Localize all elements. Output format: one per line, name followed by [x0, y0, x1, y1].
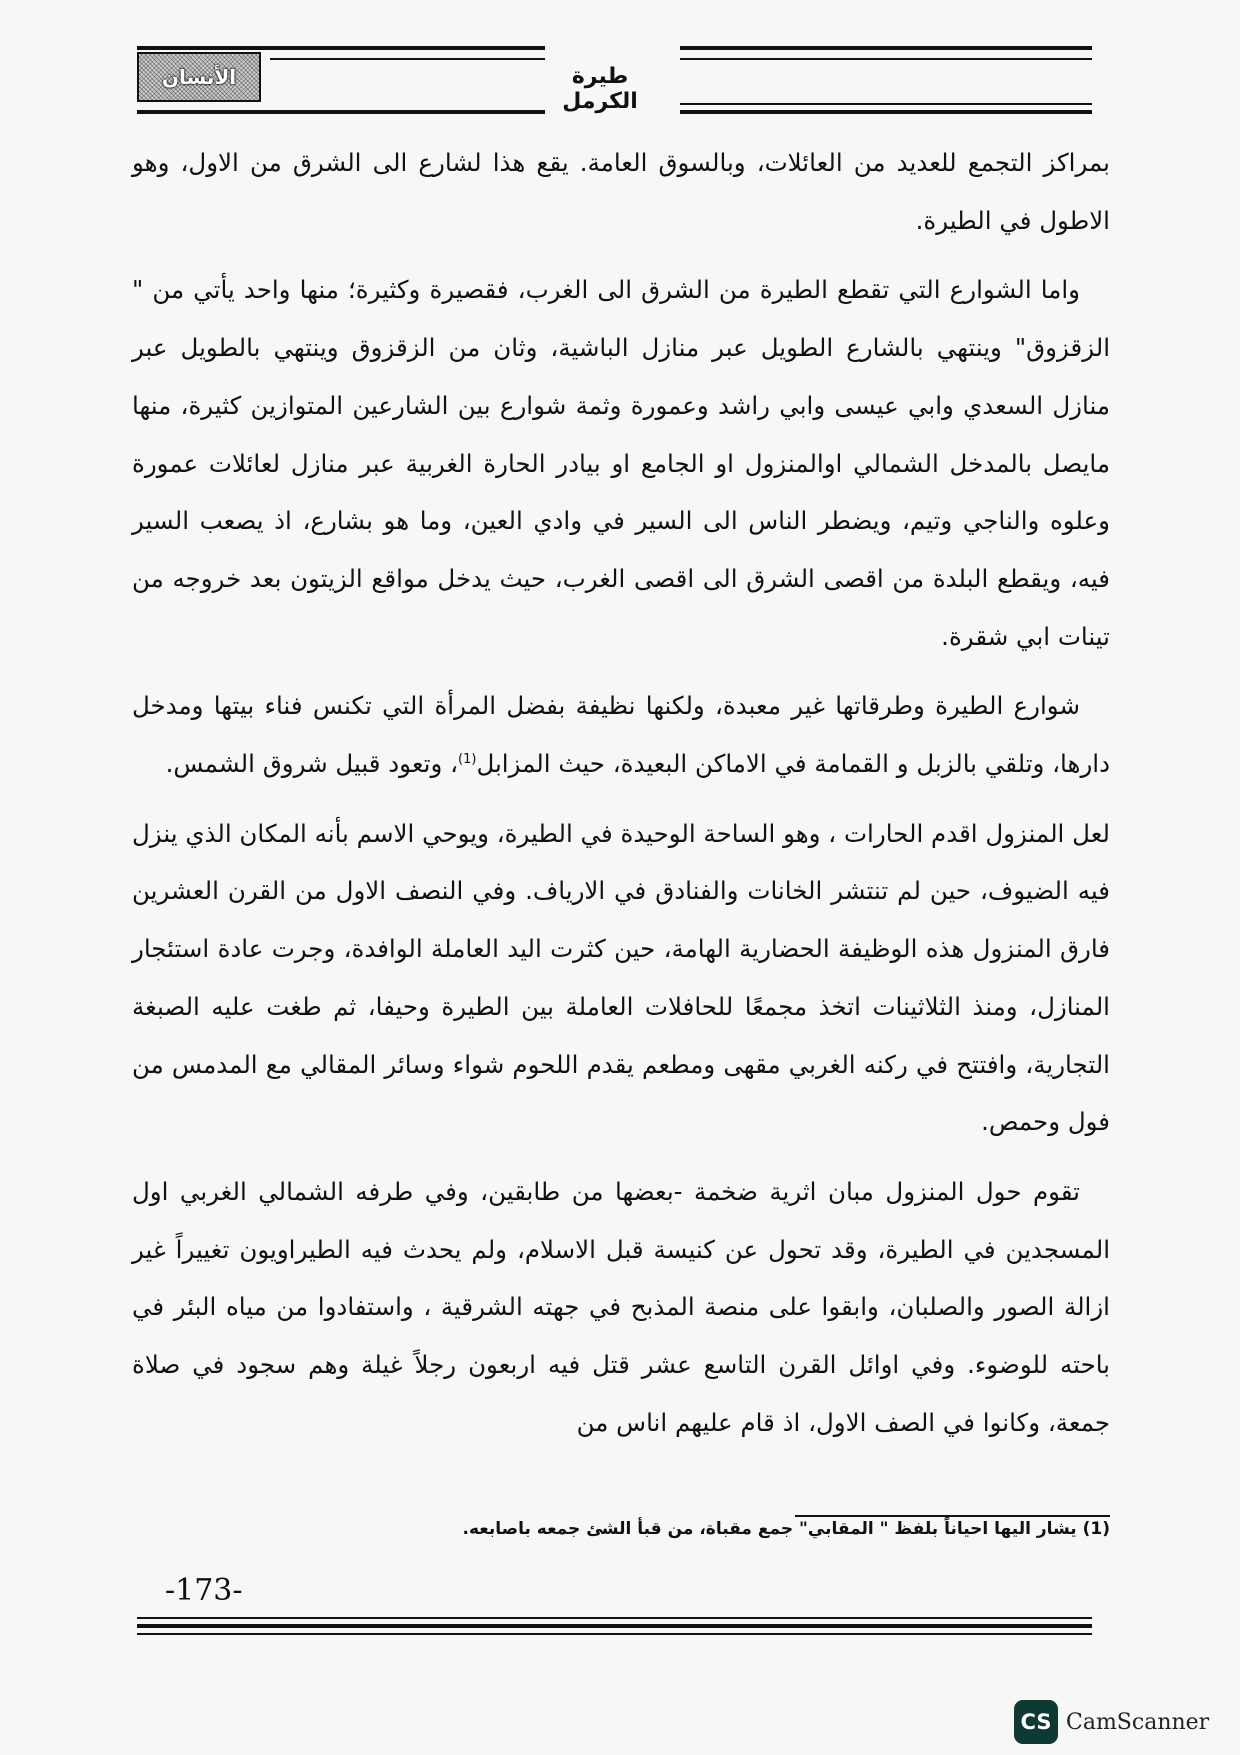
- header-badge-label: الأنسان: [161, 65, 237, 89]
- paragraph: لعل المنزول اقدم الحارات ، وهو الساحة الوحيدة في الطيرة، ويوحي الاسم بأنه المكان الذي ينزل فيه الضيوف، حين لم تنتشر الخانات والفنادق في الارياف. وفي النصف الاول من القرن العشرين فارق المنزول هذه الوظيفة الحضارية الهامة، حين كثرت اليد العاملة الوافدة، وجرت عادة استئجار المنازل، ومنذ الثلاثينات اتخذ مجمعًا للحافلات العاملة بين الطيرة وحيفا، ثم طغت عليه الصبغة التجارية، وافتتح في ركنه الغربي مقهى ومطعم يقدم اللحوم شواء وسائر المقالي مع المدمس من فول وحمص.: [132, 818, 1110, 1137]
- camscanner-logo-icon: CS: [1014, 1700, 1058, 1744]
- header-rule-left-1: [270, 58, 545, 60]
- footer-rule-1: [137, 1617, 1092, 1619]
- footnote-reference-mark: (1): [458, 751, 477, 767]
- paragraph-text-after-mark: ، وتعود قبيل شروق الشمس.: [165, 749, 458, 779]
- paragraph-text-before-mark: شوارع الطيرة وطرقاتها غير معبدة، ولكنها نظيفة بفضل المرأة التي تكنس فناء بيتها ومدخل دارها، وتلقي بالزبل و القمامة في الاماكن البعيدة، حيث المزابل: [132, 691, 1110, 779]
- paragraph: تقوم حول المنزول مبان اثرية ضخمة -بعضها من طابقين، وفي طرفه الشمالي الغربي اول المسجدين في الطيرة، وقد تحول عن كنيسة قبل الاسلام، ولم يحدث فيه الطيراويون تغييراً غير ازالة الصور والصلبان، وابقوا على منصة المذبح في جهته الشرقية ، واستفادوا من مياه البئر في باحته للوضوء. وفي اوائل القرن التاسع عشر قتل فيه اربعون رجلاً غيلة وهم سجود في صلاة جمعة، وكانوا في الصف الاول، اذ قام عليهم اناس من: [132, 1176, 1110, 1437]
- camscanner-label: CamScanner: [1066, 1709, 1210, 1735]
- footnote-separator: [795, 1515, 1110, 1517]
- camscanner-watermark: [1014, 1700, 1209, 1744]
- page-number: -173-: [165, 1573, 243, 1608]
- header-section-badge: [137, 52, 261, 102]
- footer-rule-2: [137, 1624, 1092, 1628]
- footnote: (1) يشار اليها احياناً بلفظ " المقابي" جمع مقباة، من قبأ الشئ جمعه باصابعه.: [462, 1519, 1110, 1539]
- running-header-title: طيرة الكرمل: [562, 64, 638, 114]
- paragraph-with-footnote: [132, 677, 1110, 792]
- body-text: [132, 134, 1110, 1451]
- header-rule-top-right: [680, 46, 1092, 50]
- header-rule-right-1: [680, 58, 1092, 60]
- header-rule-right-3: [680, 110, 1092, 114]
- header-rule-left-2: [137, 110, 545, 114]
- paragraph: بمراكز التجمع للعديد من العائلات، وبالسوق العامة. يقع هذا لشارع الى الشرق من الاول، وهو الاطول في الطيرة.: [132, 148, 1110, 235]
- footer-rule-3: [137, 1633, 1092, 1635]
- header-rule-right-2: [680, 103, 1092, 105]
- header-rule-top-left: [137, 46, 545, 50]
- paragraph: واما الشوارع التي تقطع الطيرة من الشرق الى الغرب، فقصيرة وكثيرة؛ منها واحد يأتي من " الزقزوق" وينتهي بالشارع الطويل عبر منازل الباشية، وثان من الزقزوق وينتهي بالطويل عبر منازل السعدي وابي عيسى وابي راشد وعمورة وثمة شوارع بين الشارعين المتوازين كثيرة، منها مايصل بالمدخل الشمالي اوالمنزول او الجامع او بيادر الحارة الغربية عبر منازل لعائلات عمورة وعلوه والناجي وتيم، ويضطر الناس الى السير في وادي العين، وما هو بشارع، اذ يصعب السير فيه، ويقطع البلدة من اقصى الشرق الى اقصى الغرب، حيث يدخل مواقع الزيتون بعد خروجه من تينات ابي شقرة.: [132, 275, 1110, 651]
